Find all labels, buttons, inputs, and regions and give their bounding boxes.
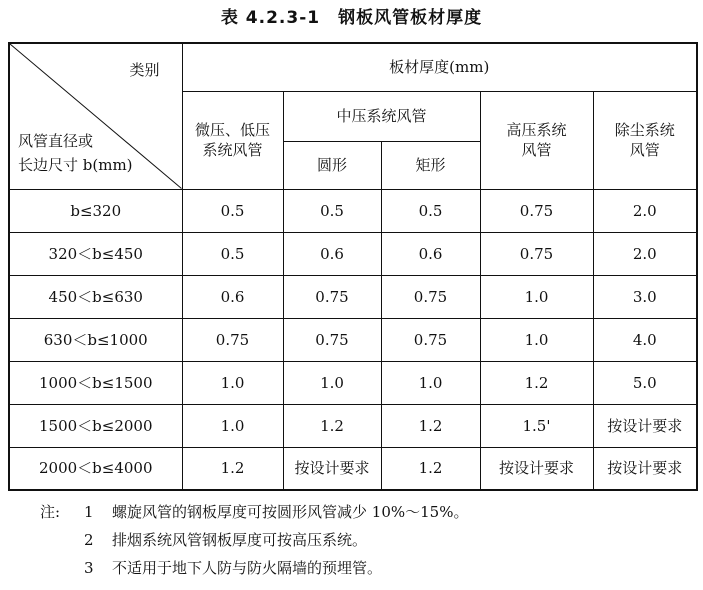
round-cell: 1.2 (283, 404, 381, 447)
table-row (9, 318, 697, 361)
note-number: 2 (84, 531, 94, 549)
high-cell: 1.0 (480, 318, 593, 361)
micro-low-header-line1: 微压、低压 (194, 121, 270, 139)
dust-cell: 2.0 (593, 232, 697, 275)
size-cell: 630＜b≤1000 (9, 318, 182, 361)
round-cell: 1.0 (283, 361, 381, 404)
micro-low-cell: 0.5 (182, 189, 283, 232)
table-row (9, 232, 697, 275)
dust-removal-header-line1: 除尘系统 (614, 121, 675, 139)
medium-pressure-header: 中压系统风管 (283, 91, 480, 141)
high-cell: 0.75 (480, 232, 593, 275)
dust-cell: 3.0 (593, 275, 697, 318)
high-cell: 1.2 (480, 361, 593, 404)
high-cell: 1.0 (480, 275, 593, 318)
dust-cell: 5.0 (593, 361, 697, 404)
round-cell: 按设计要求 (283, 447, 381, 490)
rect-cell: 1.0 (381, 361, 480, 404)
micro-low-cell: 0.75 (182, 318, 283, 361)
table-title: 表 4.2.3-1 钢板风管板材厚度 (220, 8, 483, 28)
high-pressure-header-line1: 高压系统 (506, 121, 567, 139)
round-cell: 0.6 (283, 232, 381, 275)
dust-cell: 按设计要求 (593, 404, 697, 447)
round-header: 圆形 (283, 141, 381, 189)
diameter-label-line2: 长边尺寸 b(mm) (18, 155, 133, 174)
rect-cell: 0.75 (381, 318, 480, 361)
table-row (9, 275, 697, 318)
size-cell: 2000＜b≤4000 (9, 447, 182, 490)
note-item (40, 554, 468, 582)
micro-low-cell: 1.0 (182, 404, 283, 447)
rect-header: 矩形 (381, 141, 480, 189)
dust-cell: 4.0 (593, 318, 697, 361)
size-cell: 450＜b≤630 (9, 275, 182, 318)
high-cell: 按设计要求 (480, 447, 593, 490)
dust-removal-header (593, 91, 697, 189)
round-cell: 0.75 (283, 275, 381, 318)
note-text: 螺旋风管的钢板厚度可按圆形风管减少 10%～15%。 (112, 503, 469, 521)
high-pressure-header (480, 91, 593, 189)
note-text: 排烟系统风管钢板厚度可按高压系统。 (112, 531, 368, 549)
table-row (9, 447, 697, 490)
micro-low-header (182, 91, 283, 189)
dust-removal-header-line2: 风管 (629, 141, 660, 159)
diameter-label-line1: 风管直径或 (18, 131, 94, 150)
round-cell: 0.5 (283, 189, 381, 232)
rect-cell: 0.5 (381, 189, 480, 232)
table-row (9, 189, 697, 232)
size-cell: 1500＜b≤2000 (9, 404, 182, 447)
micro-low-cell: 1.0 (182, 361, 283, 404)
round-cell: 0.75 (283, 318, 381, 361)
notes-prefix: 注: (40, 503, 61, 521)
table-row (9, 361, 697, 404)
dust-cell: 按设计要求 (593, 447, 697, 490)
high-pressure-header-line2: 风管 (521, 141, 552, 159)
micro-low-cell: 1.2 (182, 447, 283, 490)
diameter-label (18, 129, 133, 177)
dust-cell: 2.0 (593, 189, 697, 232)
note-number: 3 (84, 559, 94, 577)
plate-thickness-header: 板材厚度(mm) (182, 43, 697, 91)
note-item (40, 498, 468, 526)
note-number: 1 (84, 503, 94, 521)
category-label: 类别 (129, 61, 160, 79)
rect-cell: 0.6 (381, 232, 480, 275)
high-cell: 1.5' (480, 404, 593, 447)
corner-header-cell (9, 43, 182, 189)
notes (40, 498, 468, 582)
micro-low-cell: 0.5 (182, 232, 283, 275)
note-item (40, 526, 468, 554)
rect-cell: 1.2 (381, 447, 480, 490)
micro-low-cell: 0.6 (182, 275, 283, 318)
size-cell: b≤320 (9, 189, 182, 232)
micro-low-header-line2: 系统风管 (202, 141, 263, 159)
table-row (9, 404, 697, 447)
size-cell: 320＜b≤450 (9, 232, 182, 275)
size-cell: 1000＜b≤1500 (9, 361, 182, 404)
high-cell: 0.75 (480, 189, 593, 232)
note-text: 不适用于地下人防与防火隔墙的预埋管。 (112, 559, 383, 577)
rect-cell: 1.2 (381, 404, 480, 447)
rect-cell: 0.75 (381, 275, 480, 318)
thickness-table (8, 42, 698, 491)
